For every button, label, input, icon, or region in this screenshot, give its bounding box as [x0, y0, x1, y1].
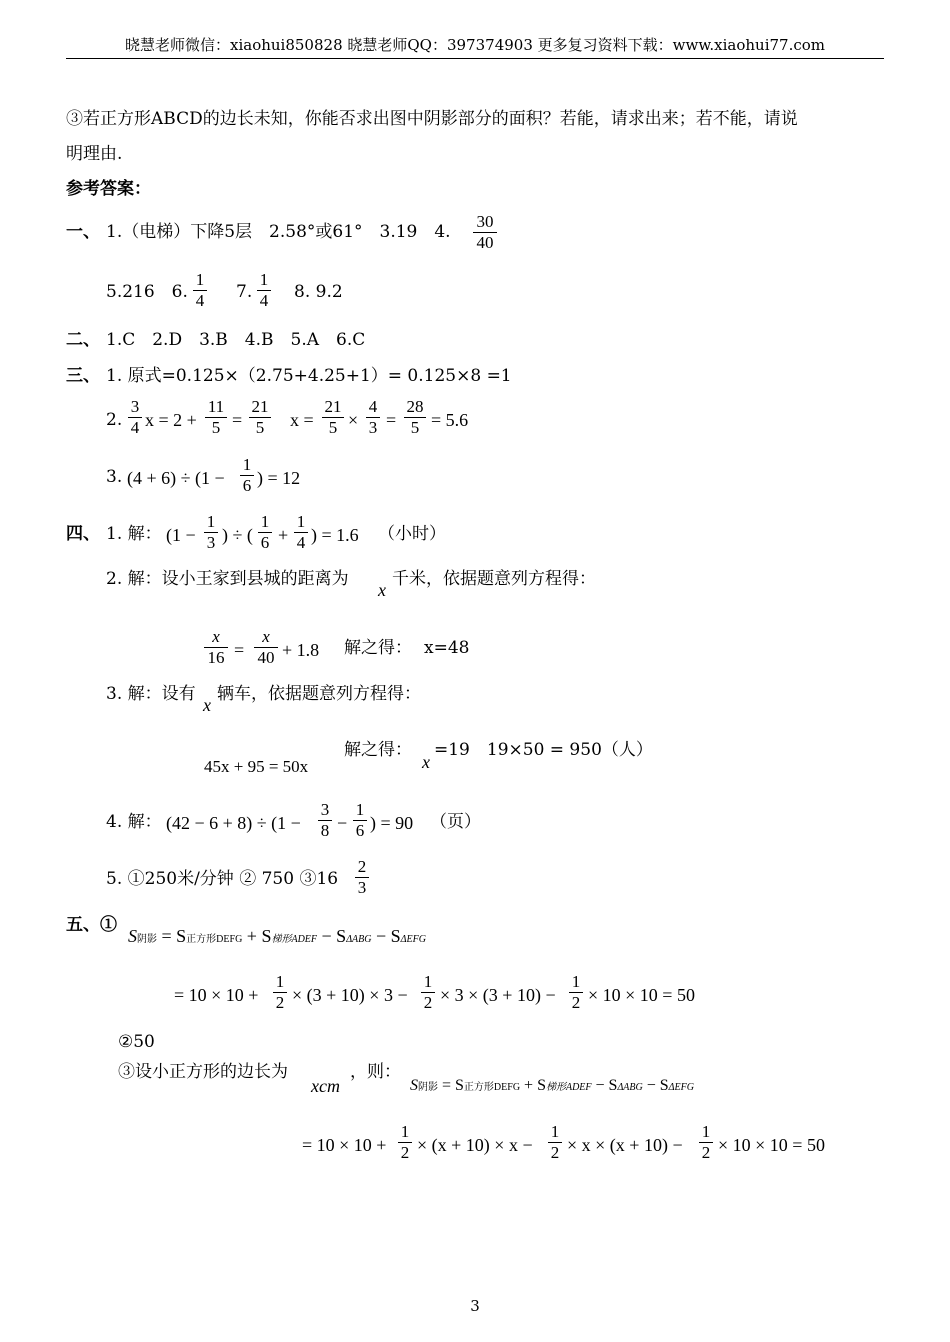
- s4-q1-frac-1-4: 1 4: [294, 512, 308, 553]
- s5-q3-then: ，则：: [350, 1062, 401, 1082]
- s5-eq2-frac-c: 1 2: [569, 972, 583, 1013]
- s4-q4-frac-1-6: 1 6: [353, 800, 367, 841]
- q2-frac-11-5: 11 5: [205, 397, 227, 438]
- section-3-q2-label: 2.: [106, 410, 123, 430]
- s4-q1-term-3: +: [278, 525, 289, 545]
- q2-term-1: x = 2 +: [145, 410, 197, 430]
- s5-eq4-frac-c: 1 2: [699, 1122, 713, 1163]
- s5-eq2-frac-a: 1 2: [273, 972, 287, 1013]
- q2-term-3: x =: [290, 410, 314, 430]
- section-3-label: 三、: [66, 366, 100, 386]
- s5-eq2-term-2: × (3 + 10) × 3 −: [292, 985, 408, 1005]
- s5-q3-var: xcm: [311, 1076, 340, 1096]
- s4-q2-term-2: + 1.8: [282, 640, 320, 660]
- q3-frac-1-6: 1 6: [240, 455, 254, 496]
- s5-eq4-frac-a: 1 2: [398, 1122, 412, 1163]
- s4-q2-line: 2. 解：设小王家到县城的距离为: [106, 569, 349, 589]
- s5-equation-1: S阴影 = S正方形DEFG + S梯形ADEF − SΔABG − SΔEFG: [128, 926, 426, 946]
- s4-q2-frac-x-16: x 16: [204, 627, 228, 668]
- s4-q1-label: 1. 解：: [106, 524, 162, 544]
- section-1-row-1: 1.（电梯）下降5层 2.58°或61° 3.19 4.: [106, 222, 451, 242]
- page-header: 晓慧老师微信：xiaohui850828 晓慧老师QQ：397374903 更多复习资料下载：www.xiaohui77.com: [125, 36, 825, 54]
- section-1-label: 一、: [66, 222, 100, 242]
- s5-eq4-term-1: = 10 × 10 +: [302, 1135, 387, 1155]
- s4-q1-frac-1-6: 1 6: [258, 512, 272, 553]
- section-2-answers: 1.C 2.D 3.B 4.B 5.A 6.C: [106, 330, 366, 350]
- answers-title: 参考答案：: [66, 179, 151, 199]
- s4-q2-var: x: [378, 580, 386, 600]
- s4-q4-label: 4. 解：: [106, 812, 162, 832]
- section-1-row-2-a: 5.216 6.: [106, 282, 188, 302]
- q2-term-4: ×: [348, 410, 359, 430]
- s5-eq2-term-1: = 10 × 10 +: [174, 985, 259, 1005]
- s4-q4-term-2: −: [337, 813, 348, 833]
- header-rule: [66, 58, 884, 59]
- s4-q3-line: 3. 解：设有: [106, 684, 196, 704]
- s4-q4-frac-3-8: 3 8: [318, 800, 332, 841]
- section-1-row-2-b: 7.: [236, 282, 253, 302]
- section-3-q1: 1. 原式=0.125×（2.75+4.25+1）= 0.125×8 =1: [106, 366, 512, 386]
- s4-q4-unit: （页）: [430, 812, 481, 832]
- q2-frac-21-5-a: 21 5: [249, 397, 271, 438]
- s5-q3-text: ③设小正方形的边长为: [118, 1062, 288, 1082]
- section-4-label: 四、: [66, 524, 100, 544]
- page-number: 3: [470, 1297, 480, 1315]
- section-2-label: 二、: [66, 330, 100, 350]
- q2-term-2: =: [232, 410, 243, 430]
- s4-q3-answer: =19 19×50 = 950（人）: [434, 740, 653, 760]
- s4-q2-frac-x-40: x 40: [254, 627, 278, 668]
- s5-eq4-term-4: × 10 × 10 = 50: [718, 1135, 825, 1155]
- section-1-row-2-c: 8. 9.2: [294, 282, 343, 302]
- s4-q4-term-3: ) = 90: [370, 813, 414, 833]
- s4-q2-answer: x=48: [424, 638, 470, 658]
- s4-q1-unit: （小时）: [378, 524, 446, 544]
- s5-eq4-term-3: × x × (x + 10) −: [567, 1135, 683, 1155]
- fraction-30-40: 30 40: [473, 212, 497, 253]
- s4-q3-line-b: 辆车，依据题意列方程得：: [217, 684, 421, 704]
- s4-q1-term-1: (1 −: [166, 525, 196, 545]
- s4-q2-term-1: =: [234, 640, 245, 660]
- s4-q1-term-2: ) ÷ (: [222, 525, 253, 545]
- s4-q3-var: x: [203, 695, 211, 715]
- q2-term-6: = 5.6: [431, 410, 469, 430]
- q2-frac-3-4: 3 4: [128, 397, 142, 438]
- q2-term-5: =: [386, 410, 397, 430]
- s4-q1-term-4: ) = 1.6: [311, 525, 359, 545]
- s4-q4-term-1: (42 − 6 + 8) ÷ (1 −: [166, 813, 301, 833]
- q3-term-1: (4 + 6) ÷ (1 −: [127, 468, 225, 488]
- s4-q3-var-2: x: [422, 752, 430, 772]
- s5-equation-3: S阴影 = S正方形DEFG + S梯形ADEF − SΔABG − SΔEFG: [410, 1077, 694, 1094]
- s5-eq4-term-2: × (x + 10) × x −: [417, 1135, 533, 1155]
- s4-q1-frac-1-3: 1 3: [204, 512, 218, 553]
- fraction-1-4-b: 1 4: [257, 270, 271, 311]
- s5-q2: ②50: [118, 1032, 155, 1052]
- section-3-q3-label: 3.: [106, 467, 123, 487]
- section-5-label: 五、①: [66, 915, 117, 935]
- q2-frac-28-5: 28 5: [404, 397, 426, 438]
- fraction-1-4-a: 1 4: [193, 270, 207, 311]
- question-3-line-2: 明理由.: [66, 144, 123, 164]
- q2-frac-4-3: 4 3: [366, 397, 380, 438]
- s4-q5-frac-2-3: 2 3: [355, 857, 369, 898]
- question-3-line-1: ③若正方形ABCD的边长未知，你能否求出图中阴影部分的面积？若能，请求出来；若不能，请说: [66, 109, 798, 129]
- q3-term-2: ) = 12: [257, 468, 301, 488]
- s5-eq4-frac-b: 1 2: [548, 1122, 562, 1163]
- s4-q3-solve: 解之得：: [344, 740, 412, 760]
- s4-q2-line-b: 千米，依据题意列方程得：: [392, 569, 596, 589]
- s4-q2-solve: 解之得：: [344, 638, 412, 658]
- s4-q3-equation: 45x + 95 = 50x: [204, 757, 309, 776]
- s4-q5-text: 5. ①250米/分钟 ② 750 ③16: [106, 869, 339, 889]
- s5-eq2-frac-b: 1 2: [421, 972, 435, 1013]
- s5-eq2-term-3: × 3 × (3 + 10) −: [440, 985, 556, 1005]
- q2-frac-21-5-b: 21 5: [322, 397, 344, 438]
- s5-eq2-term-4: × 10 × 10 = 50: [588, 985, 695, 1005]
